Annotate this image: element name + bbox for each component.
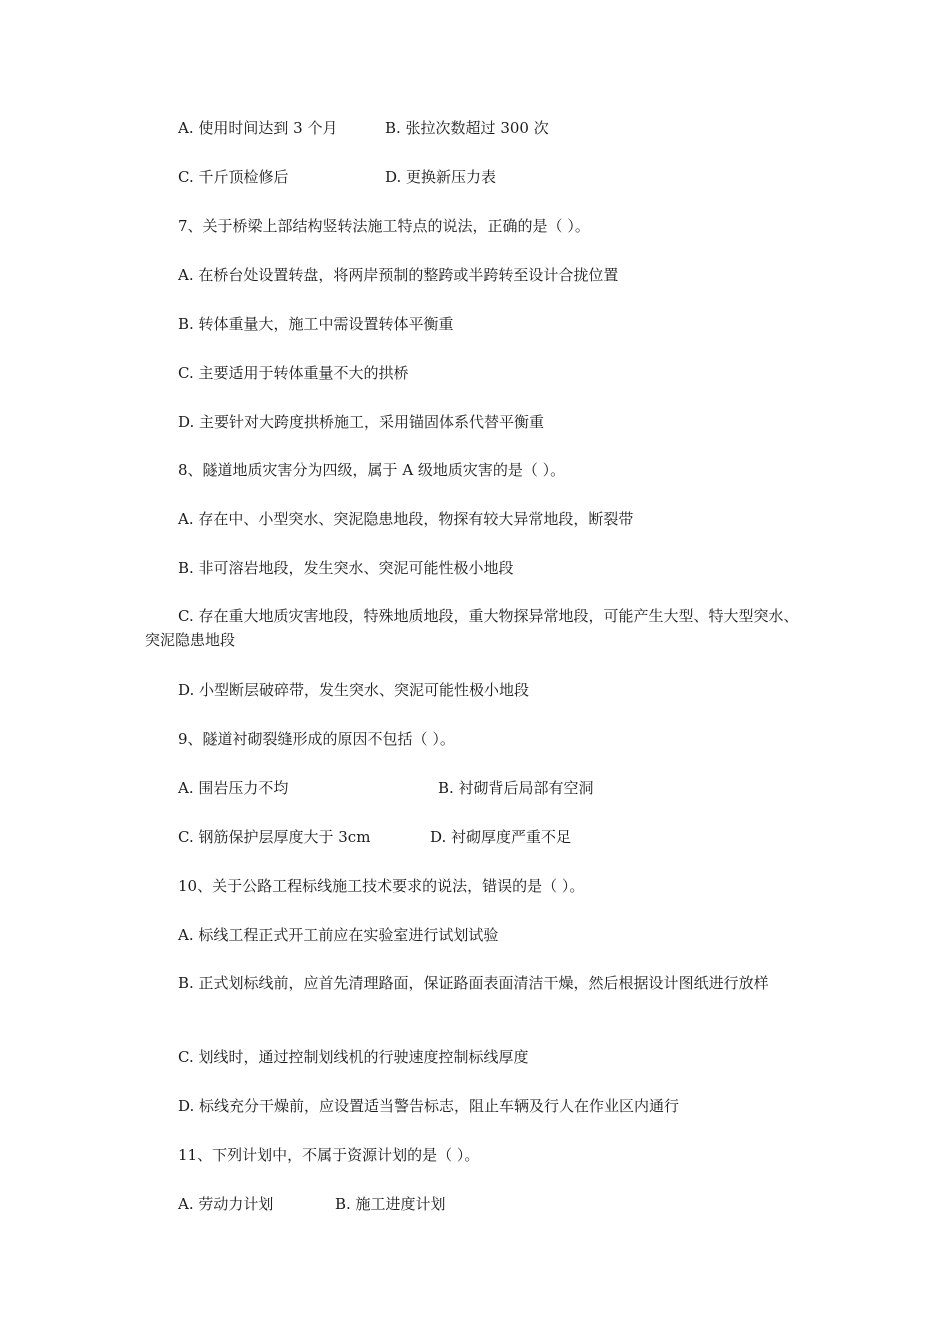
q8-option-a: A. 存在中、小型突水、突泥隐患地段，物探有较大异常地段，断裂带: [178, 510, 634, 528]
q7-option-d: D. 主要针对大跨度拱桥施工，采用锚固体系代替平衡重: [178, 413, 545, 431]
q11-stem: 11、下列计划中，不属于资源计划的是（ ）。: [178, 1146, 480, 1164]
q7-option-c: C. 主要适用于转体重量不大的拱桥: [178, 364, 409, 382]
q7-option-a: A. 在桥台处设置转盘，将两岸预制的整跨或半跨转至设计合拢位置: [178, 266, 619, 284]
q9-options-ab: [178, 778, 594, 798]
q6-options-cd: [178, 167, 496, 187]
q9-stem: 9、隧道衬砌裂缝形成的原因不包括（ ）。: [178, 730, 455, 748]
q8-stem: 8、隧道地质灾害分为四级，属于 A 级地质灾害的是（ ）。: [178, 461, 566, 479]
q6-option-d: D. 更换新压力表: [385, 168, 497, 186]
q6-option-b: B. 张拉次数超过 300 次: [385, 119, 549, 137]
q6-option-c: C. 千斤顶检修后: [178, 168, 289, 186]
q7-option-b: B. 转体重量大，施工中需设置转体平衡重: [178, 315, 454, 333]
q6-options-ab: [178, 118, 549, 138]
q10-option-d: D. 标线充分干燥前，应设置适当警告标志，阻止车辆及行人在作业区内通行: [178, 1097, 680, 1115]
q9-options-cd: [178, 827, 571, 847]
q10-stem: 10、关于公路工程标线施工技术要求的说法，错误的是（ ）。: [178, 877, 585, 895]
q10-option-c: C. 划线时，通过控制划线机的行驶速度控制标线厚度: [178, 1048, 529, 1066]
q8-option-b: B. 非可溶岩地段，发生突水、突泥可能性极小地段: [178, 559, 514, 577]
q11-option-b: B. 施工进度计划: [335, 1195, 446, 1213]
q9-option-d: D. 衬砌厚度严重不足: [430, 828, 572, 846]
q10-option-a: A. 标线工程正式开工前应在实验室进行试划试验: [178, 926, 499, 944]
q9-option-b: B. 衬砌背后局部有空洞: [438, 779, 594, 797]
q9-option-a: A. 围岩压力不均: [178, 779, 289, 797]
q9-option-c: C. 钢筋保护层厚度大于 3cm: [178, 828, 371, 846]
q11-option-a: A. 劳动力计划: [178, 1195, 274, 1213]
q7-stem: 7、关于桥梁上部结构竖转法施工特点的说法，正确的是（ ）。: [178, 217, 590, 235]
q8-option-c: C. 存在重大地质灾害地段，特殊地质地段，重大物探异常地段，可能产生大型、特大型突水、突泥隐患地段: [145, 607, 799, 649]
q8-option-d: D. 小型断层破碎带，发生突水、突泥可能性极小地段: [178, 681, 530, 699]
q6-option-a: A. 使用时间达到 3 个月: [178, 119, 338, 137]
q11-options-ab: [178, 1194, 446, 1214]
q10-option-b: B. 正式划标线前，应首先清理路面，保证路面表面清洁干燥，然后根据设计图纸进行放样: [178, 974, 769, 992]
